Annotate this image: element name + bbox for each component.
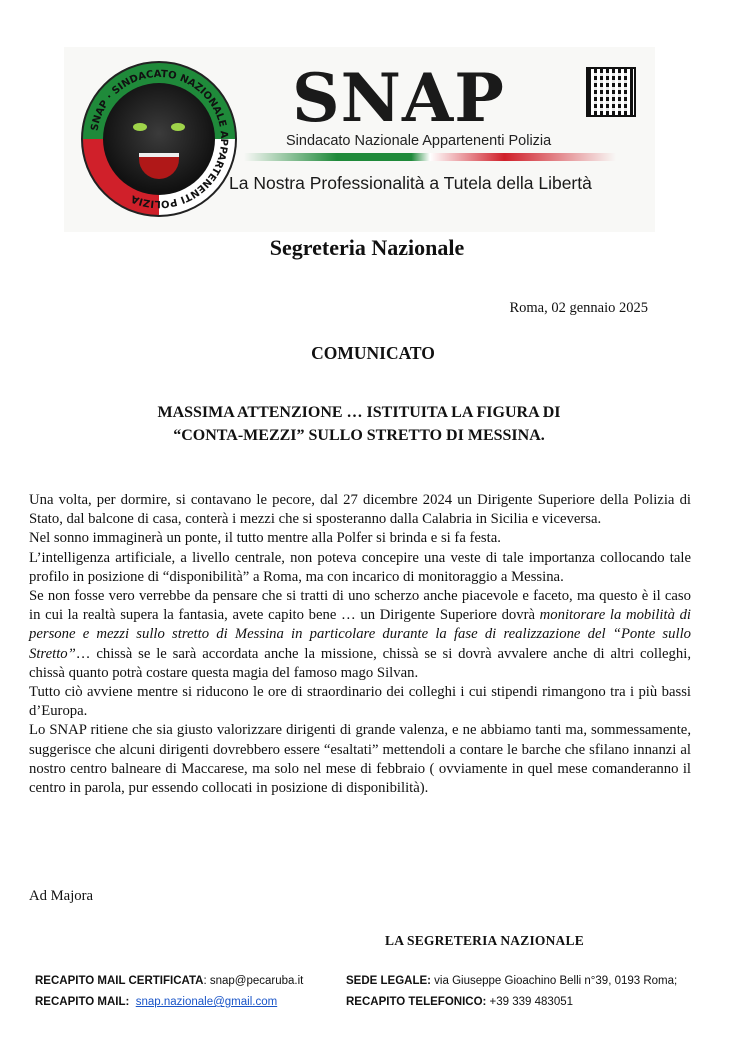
qr-code-icon — [586, 67, 636, 117]
phone-value: +39 339 483051 — [486, 996, 574, 1008]
pec-value: : snap@pecaruba.it — [203, 975, 304, 987]
headline-line-1: MASSIMA ATTENZIONE … ISTITUITA LA FIGURA DI — [157, 404, 561, 421]
phone-contact — [346, 996, 705, 1008]
footer-row — [35, 975, 705, 996]
brand-subtitle: Sindacato Nazionale Appartenenti Polizia — [286, 133, 552, 149]
panther-emblem-logo — [81, 61, 237, 217]
body-paragraph — [29, 587, 691, 683]
footer-row — [35, 996, 705, 1017]
body-paragraph: Lo SNAP ritiene che sia giusto valorizzare dirigenti di grande valenza, e ne abbiamo tanti ma, sommessamente, suggerisce che alcuni dirigenti dovrebbero essere “esaltati” mettendoli a contare le barche che sfilano innanzi al nostro centro balneare di Maccarese, ma solo nel mese di febbraio ( ovviamente in quel mese comanderanno il centro in parola, pur essendo collocati in posizione di disponibilità). — [29, 722, 691, 797]
body-paragraph: L’intelligenza artificiale, a livello centrale, non poteva concepire una veste di tale importanza collocando tale profilo in posizione di “disponibilità” a Roma, ma con incarico di monitoraggio a Messina. — [29, 549, 691, 585]
letterhead-banner — [64, 47, 655, 232]
body-text — [29, 491, 691, 798]
place-date: Roma, 02 gennaio 2025 — [509, 300, 648, 316]
phone-label: RECAPITO TELEFONICO: — [346, 996, 487, 1008]
mail-label: RECAPITO MAIL: — [35, 996, 130, 1008]
email-link[interactable]: snap.nazionale@gmail.com — [135, 996, 278, 1008]
tricolor-stripe — [244, 153, 616, 161]
body-text-span: … chissà se le sarà accordata anche la missione, chissà se si dovrà avvalere anche di altri colleghi, chissà quanto potrà costare questa magia del famoso mago Silvan. — [29, 645, 691, 681]
address-value: via Giuseppe Gioachino Belli n°39, 0193 Roma; — [430, 975, 678, 987]
signature: LA SEGRETERIA NAZIONALE — [385, 933, 584, 948]
headline-line-2: “CONTA-MEZZI” SULLO STRETTO DI MESSINA. — [173, 427, 545, 444]
brand-motto: La Nostra Professionalità a Tutela della Libertà — [229, 173, 592, 193]
emblem-ring-text — [83, 63, 235, 215]
mail-contact — [35, 996, 346, 1008]
body-text-span: Se non fosse vero verrebbe da pensare che si tratti di uno scherzo anche piacevole e faceto, ma questo è il caso in cui la realtà supera la fantasia, avete capito bene … un Dirigente Superiore dovrà — [29, 588, 691, 624]
body-paragraph: Nel sonno immaginerà un ponte, il tutto mentre alla Polfer si brinda e si fa festa. — [29, 530, 501, 547]
address-label: SEDE LEGALE: — [346, 975, 431, 987]
brand-wordmark: SNAP — [292, 59, 505, 137]
svg-text:SNAP · SINDACATO NAZIONALE APP: SNAP · SINDACATO NAZIONALE APPARTENENTI POLIZIA — [89, 68, 230, 210]
document-type: COMUNICATO — [311, 343, 435, 363]
headline — [0, 401, 718, 447]
body-paragraph: Tutto ciò avviene mentre si riducono le ore di straordinario dei colleghi i cui stipendi rimangono tra i più bassi d’Europa. — [29, 684, 691, 720]
section-title: Segreteria Nazionale — [269, 235, 465, 260]
address-contact — [346, 975, 705, 987]
pec-contact — [35, 975, 346, 987]
body-paragraph: Una volta, per dormire, si contavano le pecore, dal 27 dicembre 2024 un Dirigente Superiore della Polizia di Stato, dal balcone di casa, conterà i mezzi che si sposteranno dalla Calabria in Sicilia e viceversa. — [29, 492, 691, 528]
italic-quote: monitorare la mobilità di persone e mezzi sullo stretto di Messina in particolare durante la fase di realizzazione del “Ponte sullo Stretto” — [29, 607, 691, 662]
pec-label: RECAPITO MAIL CERTIFICATA — [35, 975, 204, 987]
footer — [35, 975, 705, 1017]
closing-salutation: Ad Majora — [29, 888, 94, 904]
